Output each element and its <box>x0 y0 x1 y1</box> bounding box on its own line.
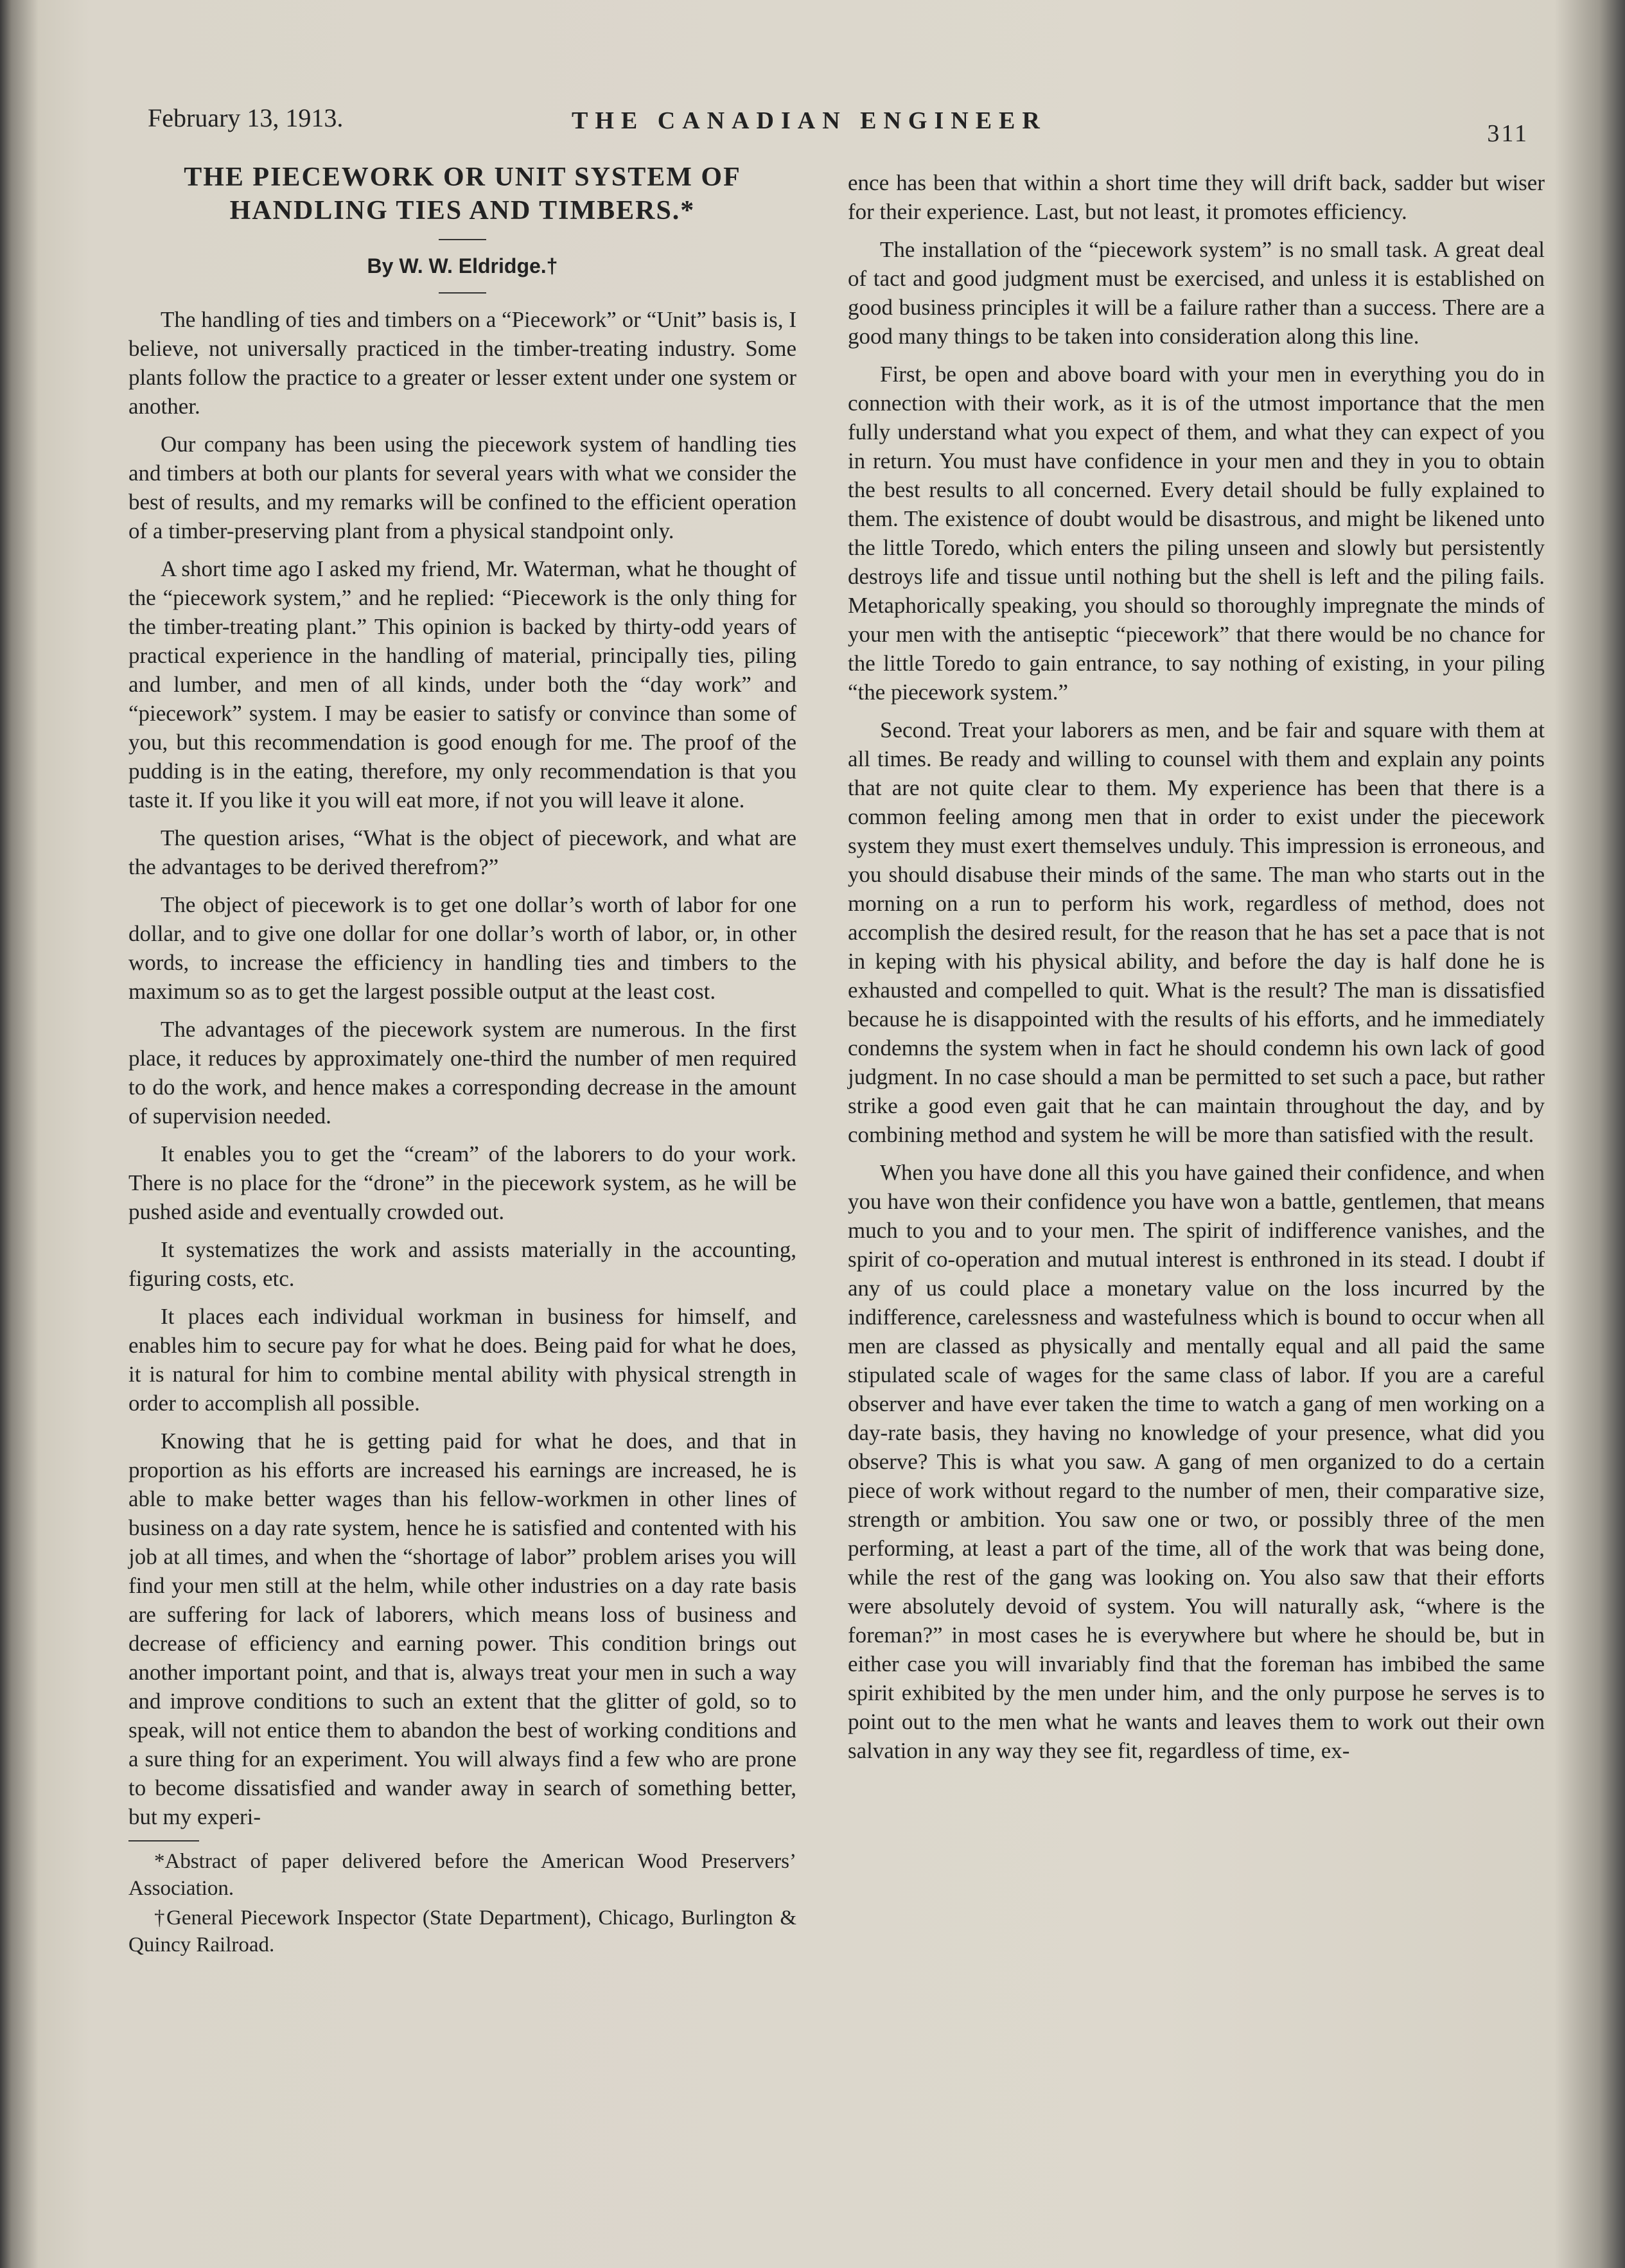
paragraph: It places each individual workman in business for himself, and enables him to secure pay for what he does. Being paid for what he does, it is natural for him to combine mental ability with physical strength in order to accomplish all possible. <box>128 1304 796 1416</box>
title-divider <box>439 239 486 240</box>
paragraph-continuation: ence has been that within a short time they will drift back, sadder but wiser for their experience. Last, but not least, it promotes efficiency. <box>848 170 1545 224</box>
paragraph: The object of piecework is to get one dollar’s worth of labor for one dollar, and to give one dollar for one dollar’s worth of labor, or, in other words, to increase the efficiency in handling ties and timbers to the maximum so as to get the largest possible output at the least cost. <box>128 892 796 1004</box>
paragraph: The installation of the “piecework system” is no small task. A great deal of tact and good judgment must be exercised, and unless it is established on good business principles it will be a failure rather than a success. There are a good many things to be taken into consideration along this line. <box>848 237 1545 349</box>
paragraph: The handling of ties and timbers on a “Piecework” or “Unit” basis is, I believe, not universally practiced in the timber-treating industry. Some plants follow the practice to a greater or lesser extent under one system or another. <box>128 307 796 419</box>
running-header <box>148 96 1529 148</box>
footnote-divider <box>128 1840 199 1842</box>
byline: By W. W. Eldridge.† <box>367 254 558 277</box>
footnote-author: †General Piecework Inspector (State Department), Chicago, Burlington & Quincy Railroad. <box>128 1906 796 1956</box>
page-number: 311 <box>1487 120 1529 147</box>
paragraph: When you have done all this you have gained their confidence, and when you have won their confidence you have won a battle, gentlemen, that means much to you and to your men. The spirit of indifference vanishes, and the spirit of co-operation and mutual interest is enthroned in its stead. I doubt if any of us could place a monetary value on the loss incurred by the indifference, carelessness and wastefulness which is bound to occur when all men are classed as physically and mentally equal and all paid the same stipulated scale of wages for the same class of labor. If you are a careful observer and have ever taken the time to watch a gang of men working on a day-rate basis, they having no knowledge of your presence, what did you observe? This is what you saw. A gang of men organized to do a certain piece of work without regard to the number of men, their comparative size, strength or ambition. You saw one or two, or possibly three of the men performing, at least a part of the time, all of the work that was being done, while the rest of the gang was looking on. You also saw that their efforts were absolutely devoid of system. You will naturally ask, “where is the foreman?” in most cases he is everywhere but where he should be, but in either case you will invariably find that the foreman has imbibed the same spirit exhibited by the men under him, and the only purpose he serves is to point out to the men what he wants and leaves them to work out their own salvation in any way they see fit, regardless of time, ex- <box>848 1160 1545 1763</box>
paragraph: First, be open and above board with your men in everything you do in connection with their work, as it is of the utmost importance that the men fully understand what you expect of them, and what they can expect of you in return. You must have confidence in your men and they in you to obtain the best results to all concerned. Every detail should be fully explained to them. The existence of doubt would be disastrous, and might be likened unto the little Toredo, which enters the piling unseen and slowly but persistently destroys life and tissue until nothing but the shell is left and the piling fails. Metaphorically speaking, you should so thoroughly impregnate the minds of your men with the antiseptic “piecework” that there would be no chance for the little Toredo to gain entrance, to say nothing of existing, in your piling “the piecework system.” <box>848 362 1545 705</box>
paragraph: The advantages of the piecework system are numerous. In the first place, it reduces by approximately one-third the number of men required to do the work, and hence makes a corresponding decrease in the amount of supervision needed. <box>128 1017 796 1129</box>
article-title <box>128 161 796 227</box>
footnote-abstract: *Abstract of paper delivered before the American Wood Preservers’ Association. <box>128 1850 796 1900</box>
paragraph: Knowing that he is getting paid for what he does, and that in proportion as his efforts are increased his earnings are increased, he is able to make better wages than his fellow-workmen in other lines of business on a day rate system, hence he is satisfied and contented with his job at all times, and when the “shortage of labor” problem arises you will find your men still at the helm, while other industries on a day rate basis are suffering for lack of laborers, which means loss of business and decrease of efficiency and earning power. This condition brings out another important point, and that is, always treat your men in such a way and improve conditions to such an extent that the glitter of gold, so to speak, will not entice them to abandon the best of working conditions and a sure thing for an experiment. You will always find a few who are prone to become dissatisfied and wander away in search of something better, but my experi- <box>128 1428 796 1829</box>
paragraph: Second. Treat your laborers as men, and be fair and square with them at all times. Be ready and willing to counsel with them and explain any points that are not quite clear to them. My experience has been that there is a common feeling among men that in order to exist under the piecework system they must exert themselves unduly. This impression is erroneous, and you should disabuse their minds of the same. The man who starts out in the morning on a run to perform his work, regardless of method, does not accomplish the desired result, for the reason that he has set a pace that is not in keping with his physical ability, and before the day is half done he is exhausted and compelled to quit. What is the result? The man is dissatisfied because he is disappointed with the results of his efforts, and he immediately condemns the system when in fact he should condemn his own lack of good judgment. In no case should a man be permitted to set such a pace, but rather strike a good even gait that he can maintain throughout the day, and by combining method and system he will be more than satisfied with the result. <box>848 717 1545 1147</box>
paragraph: The question arises, “What is the object of piecework, and what are the advantages to be derived therefrom?” <box>128 825 796 879</box>
paragraph: It enables you to get the “cream” of the laborers to do your work. There is no place for the “drone” in the piecework system, as he will be pushed aside and eventually crowded out. <box>128 1141 796 1224</box>
right-column <box>848 168 1545 1774</box>
article-title-line-2: HANDLING TIES AND TIMBERS.* <box>229 196 696 225</box>
paragraph: Our company has been using the piecework system of handling ties and timbers at both our plants for several years with what we consider the best of results, and my remarks will be confined to the efficient operation of a timber-preserving plant from a physical standpoint only. <box>128 432 796 543</box>
left-column <box>128 154 796 1961</box>
issue-date: February 13, 1913. <box>148 103 344 132</box>
paragraph: It systematizes the work and assists materially in the accounting, figuring costs, etc. <box>128 1237 796 1291</box>
article-title-line-1: THE PIECEWORK OR UNIT SYSTEM OF <box>184 163 741 192</box>
paragraph: A short time ago I asked my friend, Mr. Waterman, what he thought of the “piecework system,” and he replied: “Piecework is the only thing for the timber-treating plant.” This opinion is backed by thirty-odd years of practical experience in the handling of material, principally ties, piling and lumber, and men of all kinds, under both the “day work” and “piecework” system. I may be easier to satisfy or convince than some of you, but this recommendation is good enough for me. The proof of the pudding is in the eating, therefore, my only recommendation is that you taste it. If you like it you will eat more, if not you will leave it alone. <box>128 556 796 813</box>
byline-divider <box>439 292 486 294</box>
publication-title: THE CANADIAN ENGINEER <box>572 107 1047 134</box>
